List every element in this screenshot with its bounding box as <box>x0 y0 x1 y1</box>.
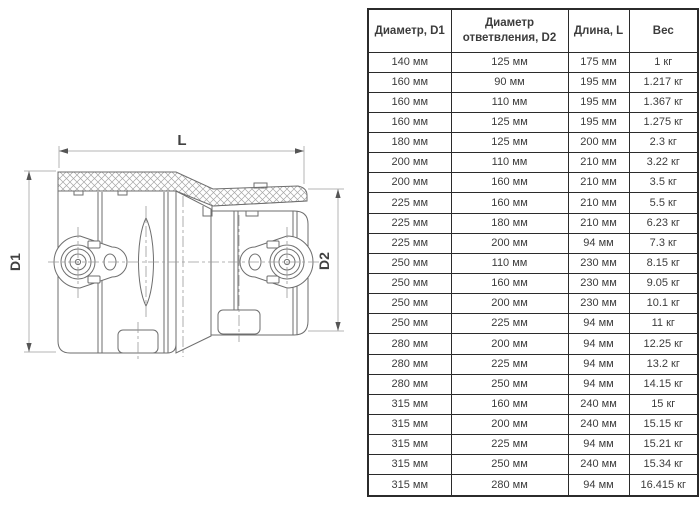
table-cell: 210 мм <box>568 153 629 173</box>
table-cell: 8.15 кг <box>629 253 698 273</box>
table-cell: 110 мм <box>451 253 568 273</box>
table-cell: 210 мм <box>568 213 629 233</box>
table-cell: 250 мм <box>368 274 451 294</box>
spec-table-header <box>368 9 698 52</box>
table-cell: 210 мм <box>568 173 629 193</box>
table-row <box>368 193 698 213</box>
table-cell: 160 мм <box>451 394 568 414</box>
table-cell: 250 мм <box>368 294 451 314</box>
table-cell: 250 мм <box>368 253 451 273</box>
table-cell: 175 мм <box>568 52 629 72</box>
table-cell: 16.415 кг <box>629 475 698 496</box>
table-cell: 240 мм <box>568 415 629 435</box>
table-cell: 160 мм <box>368 72 451 92</box>
column-header-1: Диаметр ответвления, D2 <box>451 9 568 52</box>
table-cell: 280 мм <box>368 374 451 394</box>
table-cell: 94 мм <box>568 354 629 374</box>
table-cell: 7.3 кг <box>629 233 698 253</box>
table-row <box>368 374 698 394</box>
table-row <box>368 294 698 314</box>
table-cell: 200 мм <box>451 334 568 354</box>
table-cell: 3.5 кг <box>629 173 698 193</box>
table-cell: 15 кг <box>629 394 698 414</box>
spec-table-body <box>368 52 698 496</box>
table-cell: 1.217 кг <box>629 72 698 92</box>
table-cell: 10.1 кг <box>629 294 698 314</box>
table-cell: 225 мм <box>451 354 568 374</box>
table-cell: 1.367 кг <box>629 92 698 112</box>
table-cell: 9.05 кг <box>629 274 698 294</box>
table-cell: 160 мм <box>451 173 568 193</box>
table-cell: 110 мм <box>451 92 568 112</box>
table-cell: 225 мм <box>451 435 568 455</box>
table-row <box>368 455 698 475</box>
table-cell: 240 мм <box>568 394 629 414</box>
table-cell: 180 мм <box>451 213 568 233</box>
table-cell: 110 мм <box>451 153 568 173</box>
dimension-d1 <box>24 171 56 352</box>
table-cell: 125 мм <box>451 133 568 153</box>
table-cell: 200 мм <box>368 173 451 193</box>
table-cell: 280 мм <box>368 354 451 374</box>
table-cell: 200 мм <box>451 415 568 435</box>
table-cell: 315 мм <box>368 415 451 435</box>
table-cell: 315 мм <box>368 435 451 455</box>
table-cell: 94 мм <box>568 314 629 334</box>
table-row <box>368 173 698 193</box>
table-cell: 230 мм <box>568 274 629 294</box>
table-cell: 15.15 кг <box>629 415 698 435</box>
table-cell: 195 мм <box>568 72 629 92</box>
table-cell: 230 мм <box>568 253 629 273</box>
table-cell: 160 мм <box>451 274 568 294</box>
table-row <box>368 354 698 374</box>
table-cell: 180 мм <box>368 133 451 153</box>
table-row <box>368 475 698 496</box>
table-cell: 1.275 кг <box>629 112 698 132</box>
column-header-2: Длина, L <box>568 9 629 52</box>
d2-label: D2 <box>316 252 332 270</box>
table-cell: 200 мм <box>451 294 568 314</box>
table-cell: 15.21 кг <box>629 435 698 455</box>
table-cell: 160 мм <box>368 92 451 112</box>
table-cell: 200 мм <box>568 133 629 153</box>
length-label: L <box>177 132 187 149</box>
table-cell: 11 кг <box>629 314 698 334</box>
table-cell: 225 мм <box>368 213 451 233</box>
table-cell: 1 кг <box>629 52 698 72</box>
table-cell: 200 мм <box>368 153 451 173</box>
table-cell: 250 мм <box>451 374 568 394</box>
table-row <box>368 253 698 273</box>
table-cell: 160 мм <box>451 193 568 213</box>
table-cell: 14.15 кг <box>629 374 698 394</box>
table-cell: 125 мм <box>451 112 568 132</box>
table-cell: 280 мм <box>368 334 451 354</box>
table-cell: 15.34 кг <box>629 455 698 475</box>
table-cell: 90 мм <box>451 72 568 92</box>
table-cell: 315 мм <box>368 475 451 496</box>
table-cell: 94 мм <box>568 233 629 253</box>
table-cell: 2.3 кг <box>629 133 698 153</box>
d1-label: D1 <box>7 253 23 271</box>
table-cell: 225 мм <box>368 233 451 253</box>
table-row <box>368 213 698 233</box>
table-cell: 94 мм <box>568 435 629 455</box>
table-row <box>368 394 698 414</box>
table-cell: 210 мм <box>568 193 629 213</box>
table-cell: 5.5 кг <box>629 193 698 213</box>
table-cell: 250 мм <box>368 314 451 334</box>
table-row <box>368 112 698 132</box>
table-cell: 160 мм <box>368 112 451 132</box>
table-cell: 94 мм <box>568 475 629 496</box>
table-cell: 225 мм <box>451 314 568 334</box>
table-cell: 250 мм <box>451 455 568 475</box>
table-row <box>368 274 698 294</box>
header-row <box>368 9 698 52</box>
table-cell: 195 мм <box>568 112 629 132</box>
table-row <box>368 92 698 112</box>
column-header-3: Вес <box>629 9 698 52</box>
table-cell: 200 мм <box>451 233 568 253</box>
spec-table-pane <box>367 8 697 497</box>
table-row <box>368 133 698 153</box>
spec-table <box>367 8 699 497</box>
table-cell: 3.22 кг <box>629 153 698 173</box>
table-cell: 280 мм <box>451 475 568 496</box>
table-cell: 13.2 кг <box>629 354 698 374</box>
table-row <box>368 314 698 334</box>
table-cell: 225 мм <box>368 193 451 213</box>
table-cell: 94 мм <box>568 374 629 394</box>
table-row <box>368 334 698 354</box>
table-row <box>368 153 698 173</box>
table-cell: 140 мм <box>368 52 451 72</box>
table-cell: 240 мм <box>568 455 629 475</box>
table-row <box>368 233 698 253</box>
table-row <box>368 52 698 72</box>
table-row <box>368 435 698 455</box>
table-cell: 230 мм <box>568 294 629 314</box>
table-cell: 94 мм <box>568 334 629 354</box>
table-cell: 125 мм <box>451 52 568 72</box>
table-cell: 6.23 кг <box>629 213 698 233</box>
table-cell: 195 мм <box>568 92 629 112</box>
column-header-0: Диаметр, D1 <box>368 9 451 52</box>
table-row <box>368 72 698 92</box>
table-cell: 315 мм <box>368 394 451 414</box>
table-cell: 12.25 кг <box>629 334 698 354</box>
table-cell: 315 мм <box>368 455 451 475</box>
table-row <box>368 415 698 435</box>
